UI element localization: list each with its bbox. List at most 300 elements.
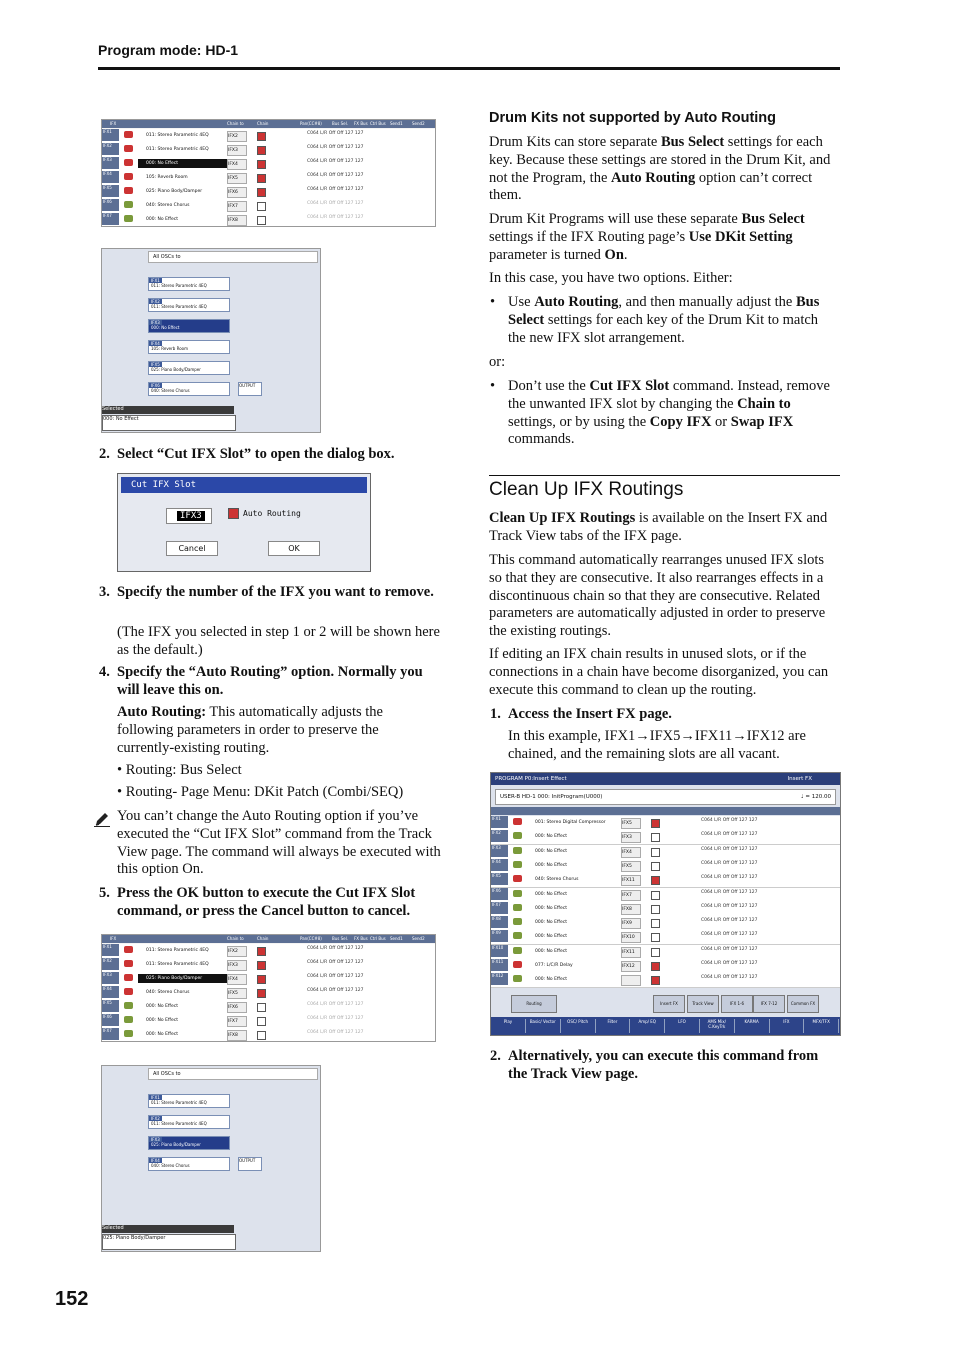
bullet-bus-select: • Routing: Bus Select	[117, 762, 242, 778]
chain-to-select[interactable]: IFX11	[621, 947, 641, 958]
ifx-label: IFX2	[491, 830, 508, 842]
ifx-label: IFX8	[491, 916, 508, 928]
page-tab[interactable]: Basic/ Vector	[526, 1019, 561, 1033]
power-icon[interactable]	[124, 1030, 133, 1037]
ifx-block-name: 040: Stereo Chorus	[151, 1163, 190, 1168]
ok-button[interactable]: OK	[268, 541, 320, 556]
chain-checkbox[interactable]	[257, 174, 266, 183]
drum-option-1: • Use Auto Routing, and then manually adjust the Bus Select settings for each key of the Drum Kit to match the new IFX slot arrangement.	[490, 294, 820, 346]
effect-name[interactable]: 000: No Effect	[535, 934, 568, 940]
chain-to-select[interactable]: IFX6	[227, 187, 247, 198]
ifx-block-tag: IFX2	[151, 299, 160, 304]
page-tab[interactable]: Amp/ EQ	[630, 1019, 665, 1033]
chain-to-select[interactable]: IFX3	[227, 145, 247, 156]
chain-checkbox[interactable]	[257, 188, 266, 197]
ifx-label: IFX3	[102, 972, 119, 984]
power-icon[interactable]	[124, 187, 133, 194]
step-2: 2. Select “Cut IFX Slot” to open the dialog box.	[99, 446, 395, 462]
routing-values: C064 L/R Off Off 127 127	[307, 131, 364, 136]
ifx-block[interactable]	[148, 298, 230, 312]
clean-paragraph-2: This command automatically rearranges unused IFX slots so that they are consecutive. It also rearranges effects in a discontinuous chain so that they are consecutive. Related parameters are automatically adjusted in order to preserve the existing routings.	[489, 552, 826, 640]
ifx-block-name: 105: Reverb Room	[151, 346, 188, 351]
table-header	[491, 807, 840, 815]
table-row	[102, 958, 435, 973]
table-row	[102, 986, 435, 1001]
drum-kits-heading: Drum Kits not supported by Auto Routing	[489, 110, 777, 126]
effect-name[interactable]: 000: No Effect	[535, 862, 568, 868]
ifx-block-tag: IFX3	[151, 320, 160, 325]
sub-tab[interactable]: Common FX	[787, 995, 819, 1013]
chain-to-select[interactable]: IFX6	[227, 1002, 247, 1013]
col-fx-bus: FX Bus	[354, 121, 368, 126]
chain-checkbox[interactable]	[257, 132, 266, 141]
table-row	[102, 185, 435, 200]
col-chain: Chain	[257, 121, 269, 126]
page-tab[interactable]: AMS Mix/ C.KeyTrk	[700, 1019, 735, 1033]
selected-value: 025: Piano Body/Damper	[102, 1234, 236, 1250]
ifx-label: IFX4	[491, 859, 508, 871]
ifx-label: IFX2	[102, 958, 119, 970]
chain-checkbox[interactable]	[257, 160, 266, 169]
ifx-label: IFX1	[102, 944, 119, 956]
output-block: OUTPUT	[238, 1157, 262, 1171]
power-icon[interactable]	[513, 890, 522, 897]
page-tabs	[491, 1017, 840, 1035]
table-row	[491, 973, 840, 988]
drum-option-2: • Don’t use the Cut IFX Slot command. Instead, remove the unwanted IFX slot by changing the Chain to settings, or by using the Copy IFX or Swap IFX commands.	[490, 378, 830, 448]
power-icon[interactable]	[124, 173, 133, 180]
sub-tab[interactable]: IFX 1-6	[721, 995, 753, 1013]
routing-values: C064 L/R Off Off 127 127	[307, 1002, 364, 1007]
ifx-label: IFX4	[102, 986, 119, 998]
all-oscs-to: All OSCs to	[148, 1068, 318, 1080]
routing-values: C064 L/R Off Off 127 127	[701, 903, 758, 909]
power-icon[interactable]	[124, 988, 133, 995]
power-icon[interactable]	[124, 1002, 133, 1009]
table-row	[491, 945, 840, 960]
ifx-label: IFX6	[102, 1014, 119, 1026]
ifx-block-tag: IFX5	[151, 362, 160, 367]
col-chain: Chain	[257, 936, 269, 941]
power-icon[interactable]	[513, 847, 522, 854]
sub-tab[interactable]: Routing	[511, 995, 557, 1013]
auto-routing-label: Auto Routing	[243, 509, 301, 518]
step-5: 5. Press the OK button to execute the Cut IFX Slot command, or press the Cancel button to cancel.	[99, 885, 416, 919]
ifx-block-tag: IFX4	[151, 1158, 160, 1163]
note-text: You can’t change the Auto Routing option if you’ve executed the “Cut IFX Slot” command from the Track View page. The command will always be executed with this option On.	[117, 808, 441, 878]
routing-values: C064 L/R Off Off 127 127	[307, 1016, 364, 1021]
sub-tab[interactable]: Insert FX	[653, 995, 685, 1013]
page-tab[interactable]: Play	[491, 1019, 526, 1033]
ifx-label: IFX3	[491, 845, 508, 857]
chain-to-select[interactable]: IFX2	[227, 131, 247, 142]
ifx-block-name: 000: No Effect	[151, 325, 180, 330]
ifx-label: IFX9	[491, 930, 508, 942]
table-row	[102, 1014, 435, 1029]
routing-values: C064 L/R Off Off 127 127	[307, 988, 364, 993]
effect-name[interactable]: 040: Stereo Chorus	[146, 203, 190, 208]
ifx-block[interactable]	[148, 382, 230, 396]
ifx-label: IFX12	[491, 973, 508, 985]
chain-to-select[interactable]: IFX7	[227, 201, 247, 212]
power-icon[interactable]	[124, 946, 133, 953]
routing-values: C064 L/R Off Off 127 127	[307, 960, 364, 965]
ifx-block[interactable]	[148, 340, 230, 354]
ifx-label: IFX10	[491, 945, 508, 957]
routing-values: C064 L/R Off Off 127 127	[701, 860, 758, 866]
effect-name[interactable]: 011: Stereo Parametric 4EQ	[146, 948, 209, 953]
ifx-label: IFX5	[491, 873, 508, 885]
chain-to-select[interactable]	[621, 975, 641, 986]
routing-values: C064 L/R Off Off 127 127	[701, 818, 758, 823]
chain-to-select[interactable]: IFX8	[621, 904, 641, 915]
power-icon[interactable]	[513, 932, 522, 939]
table-row	[491, 873, 840, 888]
clean-step-1-desc: In this example, IFX1→IFX5→IFX11→IFX12 are chained, and the remaining slots are all vacant.	[508, 728, 806, 762]
col-send2: Send2	[412, 121, 425, 126]
effect-name[interactable]: 000: No Effect	[146, 217, 179, 222]
ifx-label: IFX5	[102, 185, 119, 197]
effect-name[interactable]: 000: No Effect	[535, 977, 568, 983]
chain-checkbox[interactable]	[651, 976, 660, 985]
table-row	[102, 129, 435, 144]
effect-name[interactable]: 000: No Effect	[535, 848, 568, 854]
insert-effect-screenshot	[490, 772, 841, 1036]
clean-paragraph-1: Clean Up IFX Routings is available on the Insert FX and Track View tabs of the IFX page.	[489, 510, 828, 544]
routing-values: C064 L/R Off Off 127 127	[307, 946, 364, 951]
routing-values: C064 L/R Off Off 127 127	[701, 846, 758, 852]
table-row	[102, 157, 435, 172]
chain-checkbox[interactable]	[651, 919, 660, 928]
auto-routing-checkbox[interactable]	[228, 508, 301, 519]
sub-tab[interactable]: Track View	[687, 995, 719, 1013]
tempo: ♩ = 120.00	[801, 794, 831, 800]
page-tab[interactable]: OSC/ Pitch	[561, 1019, 596, 1033]
col-chain-to: Chain to	[227, 936, 244, 941]
ifx-label: IFX7	[102, 1028, 119, 1040]
effect-name[interactable]: 040: Stereo Chorus	[535, 877, 579, 883]
table-row	[102, 143, 435, 158]
chain-to-select[interactable]: IFX4	[227, 159, 247, 170]
col-send1: Send1	[390, 936, 403, 941]
cancel-button[interactable]: Cancel	[166, 541, 218, 556]
chain-to-select[interactable]: IFX4	[621, 847, 641, 858]
ifx-block[interactable]	[148, 1094, 230, 1108]
chain-checkbox[interactable]	[651, 948, 660, 957]
ifx-label: IFX11	[491, 959, 508, 971]
routing-values: C064 L/R Off Off 127 127	[701, 889, 758, 895]
chain-to-select[interactable]: IFX7	[621, 890, 641, 901]
chain-to-select[interactable]: IFX5	[621, 861, 641, 872]
effect-name[interactable]: 025: Piano Body/Damper	[138, 974, 234, 983]
power-icon[interactable]	[124, 145, 133, 152]
ifx-block-tag: IFX6	[151, 383, 160, 388]
routing-values: C064 L/R Off Off 127 127	[701, 932, 758, 938]
col-pan: Pan(CC#8)	[300, 121, 322, 126]
effect-name[interactable]: 011: Stereo Parametric 4EQ	[146, 133, 209, 138]
power-icon[interactable]	[513, 818, 522, 825]
ifx-block-tag: IFX1	[151, 1095, 160, 1100]
table-row	[491, 930, 840, 945]
clean-step-1: 1. Access the Insert FX page.	[490, 706, 672, 722]
col-fx-bus: FX Bus	[354, 936, 368, 941]
effect-name[interactable]: 000: No Effect	[146, 1004, 179, 1009]
routing-values: C064 L/R Off Off 127 127	[307, 201, 364, 206]
page-number: 152	[55, 1288, 89, 1310]
routing-values: C064 L/R Off Off 127 127	[701, 946, 758, 952]
table-row	[102, 199, 435, 214]
chain-to-select[interactable]: IFX8	[227, 215, 247, 226]
auto-routing-paragraph: Auto Routing: This automatically adjusts the following parameters in order to preserve the currently-existing routing.	[117, 704, 383, 756]
chain-to-select[interactable]: IFX4	[227, 974, 247, 985]
routing-values: C064 L/R Off Off 127 127	[701, 918, 758, 924]
clean-paragraph-3: If editing an IFX chain results in unused slots, or if the connections in a chain have become disorganized, you can execute this command to clean up the routing.	[489, 646, 829, 698]
power-icon[interactable]	[124, 201, 133, 208]
table-row	[102, 972, 435, 987]
ifx-block[interactable]	[148, 361, 230, 375]
effect-name[interactable]: 000: No Effect	[535, 920, 568, 926]
ifx-select[interactable]	[166, 508, 212, 524]
ifx-label: IFX4	[102, 171, 119, 183]
routing-values: C064 L/R Off Off 127 127	[307, 974, 364, 979]
ifx-label: IFX2	[102, 143, 119, 155]
page-tab[interactable]: IFX	[769, 1019, 804, 1033]
chain-to-select[interactable]: IFX11	[621, 875, 641, 886]
routing-values: C064 L/R Off Off 127 127	[307, 173, 364, 178]
ifx-block-tag: IFX4	[151, 341, 160, 346]
header-rule	[98, 67, 840, 70]
clean-step-2: 2. Alternatively, you can execute this command from the Track View page.	[490, 1048, 819, 1082]
effect-name[interactable]: 000: No Effect	[535, 905, 568, 911]
ifx-label: IFX5	[102, 1000, 119, 1012]
effect-name[interactable]: 077: L/C/R Delay	[535, 963, 573, 968]
drum-paragraph-2: Drum Kit Programs will use these separate Bus Select settings if the IFX Routing page’s Use DKit Setting parameter is turned On.	[489, 211, 805, 263]
table-row	[491, 902, 840, 917]
table-row	[102, 1028, 435, 1042]
table-row	[102, 944, 435, 959]
chain-to-select[interactable]: IFX10	[621, 932, 641, 943]
ifx-block-name: 025: Piano Body/Damper	[151, 1142, 201, 1147]
chain-checkbox[interactable]	[257, 1003, 266, 1012]
power-icon[interactable]	[124, 1016, 133, 1023]
chain-checkbox[interactable]	[257, 947, 266, 956]
chain-to-select[interactable]: IFX7	[227, 1016, 247, 1027]
col-ifx: IFX	[110, 936, 117, 941]
chain-checkbox[interactable]	[651, 933, 660, 942]
chain-to-select[interactable]: IFX2	[227, 946, 247, 957]
table-row	[491, 845, 840, 860]
ifx-label: IFX7	[491, 902, 508, 914]
chain-checkbox[interactable]	[651, 833, 660, 842]
table-header	[102, 120, 435, 128]
chain-checkbox[interactable]	[257, 989, 266, 998]
bullet-dkit-patch: • Routing- Page Menu: DKit Patch (Combi/SEQ)	[117, 784, 404, 800]
ifx-routing-screenshot-before	[101, 248, 321, 433]
effect-name[interactable]: 011: Stereo Parametric 4EQ	[146, 147, 209, 152]
chain-checkbox[interactable]	[257, 216, 266, 225]
routing-values: C064 L/R Off Off 127 127	[307, 145, 364, 150]
routing-values: C064 L/R Off Off 127 127	[307, 215, 364, 220]
col-chain-to: Chain to	[227, 121, 244, 126]
ifx-block[interactable]	[148, 1115, 230, 1129]
ifx-block-name: 040: Stereo Chorus	[151, 388, 190, 393]
ifx-block-name: 011: Stereo Parametric 4EQ	[151, 283, 207, 288]
routing-values: C064 L/R Off Off 127 127	[701, 832, 758, 838]
selected-bar: Selected	[102, 1225, 234, 1233]
chain-checkbox[interactable]	[651, 891, 660, 900]
ifx-block[interactable]	[148, 277, 230, 291]
col-send1: Send1	[390, 121, 403, 126]
ifx-block-name: 011: Stereo Parametric 4EQ	[151, 304, 207, 309]
chain-checkbox[interactable]	[651, 862, 660, 871]
ifx-label: IFX6	[102, 199, 119, 211]
chain-checkbox[interactable]	[651, 819, 660, 828]
selected-value: 000: No Effect	[102, 415, 236, 431]
ifx-table-screenshot-after	[101, 934, 436, 1042]
effect-name[interactable]: 000: No Effect	[138, 159, 234, 168]
chain-checkbox[interactable]	[651, 876, 660, 885]
output-block: OUTPUT	[238, 382, 262, 396]
effect-name[interactable]: 011: Stereo Parametric 4EQ	[146, 962, 209, 967]
step-3-note: (The IFX you selected in step 1 or 2 will be shown here as the default.)	[117, 624, 440, 658]
power-icon[interactable]	[124, 131, 133, 138]
ifx-label: IFX6	[491, 888, 508, 900]
routing-values: C064 L/R Off Off 127 127	[307, 187, 364, 192]
step-3: 3. Specify the number of the IFX you want to remove.	[99, 584, 434, 600]
dialog-title: Cut IFX Slot	[121, 477, 367, 493]
effect-name[interactable]: 000: No Effect	[535, 834, 568, 840]
power-icon[interactable]	[124, 159, 133, 166]
ifx-block-name: 011: Stereo Parametric 4EQ	[151, 1121, 207, 1126]
chain-checkbox[interactable]	[651, 848, 660, 857]
ifx-label: IFX1	[102, 129, 119, 141]
or-text: or:	[489, 354, 506, 370]
effect-name[interactable]: 025: Piano Body/Damper	[146, 189, 203, 194]
effect-name[interactable]: 000: No Effect	[146, 1032, 179, 1037]
ifx-block-tag: IFX1	[151, 278, 160, 283]
effect-name[interactable]: 000: No Effect	[535, 891, 568, 897]
col-ifx: IFX	[110, 121, 117, 126]
routing-values: C064 L/R Off Off 127 127	[307, 1030, 364, 1035]
effect-name[interactable]: 040: Stereo Chorus	[146, 990, 190, 995]
col-bus-sel: Bus Sel.	[332, 936, 349, 941]
table-row	[102, 171, 435, 186]
col-bus-sel: Bus Sel.	[332, 121, 349, 126]
table-row	[491, 959, 840, 974]
ifx-block[interactable]	[148, 1136, 230, 1150]
power-icon[interactable]	[124, 974, 133, 981]
effect-name[interactable]: 001: Stereo Digital Compressor	[535, 820, 606, 825]
table-row	[491, 830, 840, 845]
chain-to-select[interactable]: IFX3	[621, 832, 641, 843]
power-icon[interactable]	[513, 918, 522, 925]
program-select: USER-B HD-1 000: InitProgram(U000) ♩ = 120.00	[495, 789, 836, 805]
chain-to-select[interactable]: IFX8	[227, 1030, 247, 1041]
col-pan: Pan(CC#8)	[300, 936, 322, 941]
running-header: Program mode: HD-1	[98, 42, 239, 58]
col-ctrl-bus: Ctrl Bus	[370, 936, 386, 941]
chain-to-select[interactable]: IFX5	[227, 988, 247, 999]
power-icon[interactable]	[513, 832, 522, 839]
chain-checkbox[interactable]	[257, 975, 266, 984]
routing-values: C064 L/R Off Off 127 127	[701, 875, 758, 881]
power-icon[interactable]	[124, 215, 133, 222]
col-ctrl-bus: Ctrl Bus	[370, 121, 386, 126]
chain-checkbox[interactable]	[257, 1031, 266, 1040]
drum-paragraph-1: Drum Kits can store separate Bus Select settings for each key. Because these settings are stored in the Drum Kit, and not the Program, the Auto Routing option can’t correct them.	[489, 134, 831, 204]
page-tab[interactable]: Filter	[595, 1019, 630, 1033]
section-rule	[489, 475, 840, 476]
table-row	[102, 213, 435, 227]
table-row	[491, 888, 840, 903]
power-icon[interactable]	[513, 875, 522, 882]
ifx-label: IFX3	[102, 157, 119, 169]
drum-paragraph-3: In this case, you have two options. Either:	[489, 270, 733, 286]
power-icon[interactable]	[513, 904, 522, 911]
cut-ifx-slot-dialog	[117, 473, 371, 572]
sub-tab[interactable]: IFX 7-12	[753, 995, 785, 1013]
table-row	[491, 816, 840, 831]
effect-name[interactable]: 105: Reverb Room	[146, 175, 188, 180]
clean-up-heading: Clean Up IFX Routings	[489, 479, 684, 500]
step-4: 4. Specify the “Auto Routing” option. Normally you will leave this on.	[99, 664, 423, 698]
chain-checkbox[interactable]	[651, 905, 660, 914]
power-icon[interactable]	[513, 975, 522, 982]
table-row	[102, 1000, 435, 1015]
pencil-note-icon	[94, 811, 110, 827]
screen-title-bar: PROGRAM P0:Insert Effect Insert FX	[491, 773, 840, 785]
chain-checkbox[interactable]	[257, 1017, 266, 1026]
chain-checkbox[interactable]	[651, 962, 660, 971]
ifx-label: IFX1	[491, 816, 508, 828]
ifx-block-tag: IFX2	[151, 1116, 160, 1121]
table-row	[491, 859, 840, 874]
page-tab[interactable]: KARMA	[735, 1019, 770, 1033]
routing-values: C064 L/R Off Off 127 127	[701, 961, 758, 966]
selected-bar: Selected	[102, 406, 234, 414]
chain-to-select[interactable]: IFX3	[227, 960, 247, 971]
chain-to-select[interactable]: IFX5	[621, 818, 641, 829]
chain-to-select[interactable]: IFX9	[621, 918, 641, 929]
chain-checkbox[interactable]	[257, 202, 266, 211]
table-row	[491, 916, 840, 931]
ifx-block[interactable]	[148, 319, 230, 333]
chain-checkbox[interactable]	[257, 146, 266, 155]
ifx-value: IFX3	[177, 511, 205, 521]
power-icon[interactable]	[124, 960, 133, 967]
power-icon[interactable]	[513, 961, 522, 968]
effect-name[interactable]: 000: No Effect	[146, 1018, 179, 1023]
power-icon[interactable]	[513, 947, 522, 954]
ifx-label: IFX7	[102, 213, 119, 225]
ifx-block[interactable]	[148, 1157, 230, 1171]
chain-to-select[interactable]: IFX5	[227, 173, 247, 184]
effect-name[interactable]: 000: No Effect	[535, 948, 568, 954]
chain-checkbox[interactable]	[257, 961, 266, 970]
page-tab[interactable]: LFO	[665, 1019, 700, 1033]
ifx-routing-screenshot-after	[101, 1065, 321, 1252]
chain-to-select[interactable]: IFX12	[621, 961, 641, 972]
col-send2: Send2	[412, 936, 425, 941]
all-oscs-to: All OSCs to	[148, 251, 318, 263]
ifx-table-screenshot-before	[101, 119, 436, 227]
page-tab[interactable]: MFX/TFX	[804, 1019, 839, 1033]
ifx-block-tag: IFX3	[151, 1137, 160, 1142]
power-icon[interactable]	[513, 861, 522, 868]
ifx-block-name: 011: Stereo Parametric 4EQ	[151, 1100, 207, 1105]
table-header	[102, 935, 435, 943]
routing-values: C064 L/R Off Off 127 127	[701, 975, 758, 981]
